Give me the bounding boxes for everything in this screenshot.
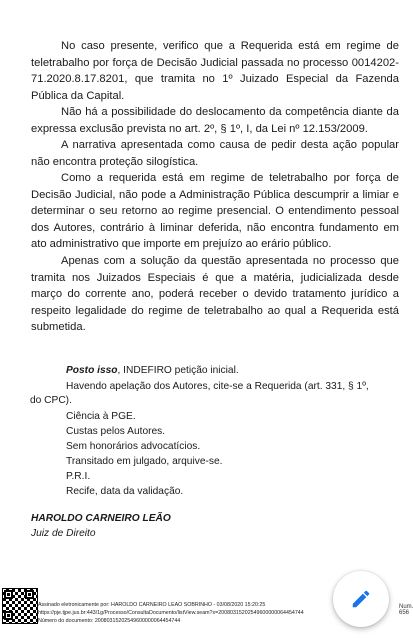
paragraph-5: Apenas com a solução da questão apresentada no processo que tramita nos Juizados Especiais é que a matéria, judicializada desde março do corrente ano, poderá receber o devido tratamento jurídico a respeito legalidade do regime de teletrabalho ao qual a Requerida está submetida. — [31, 255, 399, 334]
pencil-icon — [350, 588, 372, 610]
decision-lead: Posto isso — [66, 365, 118, 376]
paragraph-3: A narrativa apresentada como causa de pedir desta ação popular não encontra proteção silogística. — [31, 139, 399, 168]
paragraph-2: Não há a possibilidade do deslocamento da competência diante da expressa exclusão prevista no art. 2º, § 1º, I, da Lei nº 12.153/2009. — [31, 106, 399, 135]
signature-role: Juiz de Direito — [31, 528, 96, 539]
decision-line — [66, 364, 239, 378]
decision-item: Ciência à PGE. — [66, 411, 136, 422]
footer-doc-number: Número do documento: 20080315202549600000064454744 — [38, 618, 181, 624]
appeal-text: Havendo apelação dos Autores, cite-se a Requerida (art. 331, § 1º, do CPC). — [30, 381, 369, 407]
decision-item: P.R.I. — [66, 471, 91, 482]
decision-item: Transitado em julgado, arquive-se. — [66, 456, 223, 467]
decision-rest: , INDEFIRO petição inicial. — [117, 365, 239, 376]
footer-url[interactable]: https://pje.tjpe.jus.br:443/1g/Processo/ConsultaDocumento/listView.seam?x=20080315202549600000064454744 — [38, 610, 304, 616]
edit-fab-button[interactable] — [333, 571, 389, 627]
footer-signed-by: Assinado eletronicamente por: HAROLDO CARNEIRO LEAO SOBRINHO - 03/08/2020 15:20:25 — [38, 602, 266, 608]
paragraph-1: No caso presente, verifico que a Requerida está em regime de teletrabalho por força de Decisão Judicial passada no processo 0014202-71.2020.8.17.8201, que tramita no 1º Juizado Especial da Fazenda Pública da Capital. — [31, 40, 399, 102]
decision-item: Sem honorários advocatícios. — [66, 441, 201, 452]
qr-code — [2, 588, 38, 624]
decision-item: Recife, data da validação. — [66, 486, 184, 497]
paragraph-4: Como a requerida está em regime de teletrabalho por força de Decisão Judicial, não pode a Administração Pública descumprir a limiar e determinar o seu retorno ao regime presencial. O entendimento pessoal dos Autores, contrário à liminar deferida, não encontra fundamento em ato administrativo que importe em prejuízo ao erário público. — [31, 172, 399, 251]
decision-item: Custas pelos Autores. — [66, 426, 166, 437]
page-number: Num. 656 — [399, 604, 413, 616]
signature-name: HAROLDO CARNEIRO LEÃO — [31, 513, 171, 524]
